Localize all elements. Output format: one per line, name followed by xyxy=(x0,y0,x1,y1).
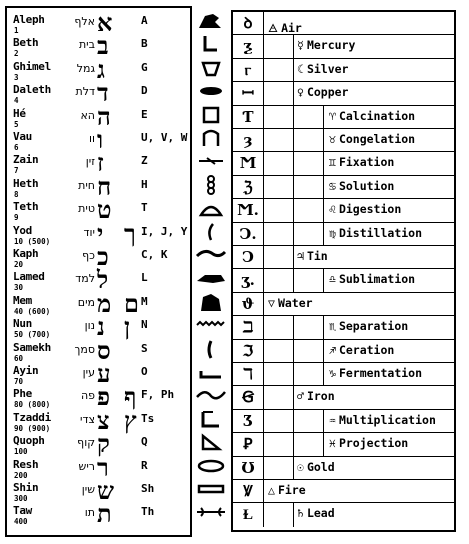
letter-glyph: ג xyxy=(97,54,105,84)
letter-name: Phe xyxy=(13,387,32,401)
symbol-label: Distillation xyxy=(338,225,423,240)
symbol-entry xyxy=(329,226,422,240)
letter-number: 400 xyxy=(14,517,28,527)
letter-name: Yod xyxy=(13,223,32,237)
letter-hebrew-word: יוד xyxy=(83,225,95,239)
alchemical-symbol-table xyxy=(231,10,456,532)
symbol-glyph: Ꞡ xyxy=(233,386,264,408)
letter-number: 80 (800) xyxy=(14,400,51,410)
letter-hebrew-word: עין xyxy=(82,366,95,379)
letter-final-form: ף xyxy=(124,382,137,412)
letter-number: 8 xyxy=(14,189,19,199)
column-divider xyxy=(323,269,324,291)
letter-hebrew-word: כף xyxy=(82,249,95,262)
symbol-glyph: Ↄ xyxy=(233,246,264,268)
square-icon xyxy=(193,104,229,126)
symbol-label: Tin xyxy=(306,249,328,263)
arm-icon xyxy=(193,221,229,243)
letter-glyph: ט xyxy=(97,195,112,225)
letter-glyph: ר xyxy=(97,452,109,482)
symbol-row xyxy=(233,199,454,222)
letter-name: Kaph xyxy=(13,247,39,260)
letter-name: Shin xyxy=(13,481,39,494)
column-divider xyxy=(323,340,324,362)
symbol-row xyxy=(233,316,454,339)
symbol-entry xyxy=(329,202,401,216)
owl-icon xyxy=(193,291,229,313)
symbol-row xyxy=(233,35,454,58)
letter-hebrew-word: קוף xyxy=(77,436,95,450)
column-divider xyxy=(293,316,294,338)
symbol-entry xyxy=(297,506,335,520)
alchemical-sign-icon: ♂ xyxy=(297,389,304,404)
letter-latin-equivalent: E xyxy=(141,107,148,121)
column-divider xyxy=(293,433,294,455)
letter-name: Aleph xyxy=(13,13,45,26)
symbol-glyph: ʒ. xyxy=(233,269,264,291)
column-divider xyxy=(323,129,324,151)
symbol-glyph: ℶ xyxy=(233,316,264,338)
symbol-glyph: ℸ xyxy=(233,363,264,385)
letter-glyph: פ xyxy=(97,382,111,412)
oval-icon xyxy=(193,455,229,477)
alchemical-sign-icon: ♏ xyxy=(329,319,336,334)
symbol-label: Separation xyxy=(338,319,409,334)
tongs-icon xyxy=(193,501,229,523)
letter-latin-equivalent: S xyxy=(141,341,148,355)
letter-number: 3 xyxy=(14,72,19,82)
symbol-label: Congelation xyxy=(338,132,416,146)
letter-hebrew-word: פה xyxy=(80,389,95,403)
letter-final-form: ץ xyxy=(124,405,137,435)
symbol-row xyxy=(233,269,454,292)
letter-number: 6 xyxy=(14,143,19,152)
symbol-row xyxy=(233,106,454,129)
letter-glyph: ת xyxy=(97,499,112,529)
column-divider xyxy=(293,152,294,174)
symbol-glyph: ⲅ xyxy=(233,59,264,81)
letter-glyph: ס xyxy=(97,335,111,365)
alchemical-sign-icon: ♉ xyxy=(329,132,336,146)
symbol-entry xyxy=(297,38,355,52)
symbol-row xyxy=(233,503,454,526)
stairs-icon xyxy=(193,408,229,430)
column-divider xyxy=(293,246,294,268)
triangle-icon xyxy=(193,431,229,453)
letter-glyph: ו xyxy=(97,125,104,154)
letter-final-form: ן xyxy=(124,312,131,342)
symbol-entry xyxy=(297,62,348,76)
symbol-glyph: Ϻ xyxy=(233,152,264,174)
symbol-row xyxy=(233,410,454,433)
basket-icon xyxy=(193,57,229,79)
hook-icon xyxy=(193,33,229,55)
column-divider xyxy=(323,176,324,198)
letter-glyph: י xyxy=(97,218,104,248)
letter-number: 100 xyxy=(14,447,28,457)
symbol-glyph: Ɫ xyxy=(233,503,264,526)
column-divider xyxy=(293,410,294,432)
symbol-row xyxy=(233,457,454,480)
column-divider xyxy=(293,386,294,408)
symbol-entry xyxy=(329,366,422,380)
alchemical-sign-icon: ♄ xyxy=(297,506,304,521)
arch-icon xyxy=(193,127,229,149)
letter-number: 30 xyxy=(14,283,24,293)
letter-number: 40 (600) xyxy=(14,306,51,316)
symbol-glyph: Ↄ. xyxy=(233,223,264,245)
column-divider xyxy=(323,199,324,221)
symbol-row xyxy=(233,480,454,503)
letter-name: Ayin xyxy=(13,364,39,377)
symbol-glyph: ϑ xyxy=(233,293,264,315)
lion-icon xyxy=(193,267,229,289)
symbol-entry xyxy=(329,272,415,286)
symbol-row xyxy=(233,223,454,246)
symbol-entry xyxy=(329,436,408,450)
letter-glyph: נ xyxy=(97,312,105,342)
symbol-label: Gold xyxy=(306,459,335,474)
serpent-icon xyxy=(193,244,229,266)
letter-name: Nun xyxy=(13,317,32,331)
letter-hebrew-word: נון xyxy=(84,319,95,333)
symbol-entry xyxy=(329,179,394,193)
symbol-label: Iron xyxy=(306,389,335,404)
symbol-glyph: ꝺ xyxy=(233,12,264,34)
letter-hebrew-word: הא xyxy=(80,108,95,122)
letter-number: 9 xyxy=(14,213,19,223)
symbol-glyph: ꟷ xyxy=(233,82,264,104)
column-divider xyxy=(293,59,294,81)
letter-hebrew-word: גמל xyxy=(76,61,95,75)
letter-number: 90 (900) xyxy=(14,423,51,433)
symbol-entry xyxy=(329,413,436,427)
letter-hebrew-word: זין xyxy=(85,155,95,169)
symbol-row xyxy=(233,246,454,269)
letter-latin-equivalent: Q xyxy=(141,435,148,449)
twist-icon xyxy=(193,174,229,196)
hieroglyph-column xyxy=(193,10,229,534)
letter-latin-equivalent: O xyxy=(141,365,148,378)
letter-glyph: ח xyxy=(97,171,112,201)
letter-latin-equivalent: B xyxy=(141,37,148,51)
letter-hebrew-word: וו xyxy=(89,132,95,145)
letter-name: Tzaddi xyxy=(13,410,51,424)
letter-glyph: ל xyxy=(97,265,109,295)
letter-name: Resh xyxy=(13,457,39,471)
symbol-row xyxy=(233,386,454,409)
column-divider xyxy=(323,223,324,245)
letter-number: 7 xyxy=(14,166,19,176)
letter-hebrew-word: סמך xyxy=(74,342,95,356)
letter-hebrew-word: דלת xyxy=(75,85,95,99)
alchemical-sign-icon: ♌ xyxy=(329,202,336,217)
symbol-label: Calcination xyxy=(338,108,416,123)
symbol-label: Projection xyxy=(338,436,409,451)
reed-icon xyxy=(193,338,229,360)
symbol-entry xyxy=(268,296,313,310)
letter-glyph: ב xyxy=(97,31,109,61)
letter-number: 70 xyxy=(14,377,24,386)
symbol-label: Multiplication xyxy=(338,412,436,427)
letter-name: Zain xyxy=(13,153,39,167)
symbol-entry xyxy=(297,460,335,474)
semicircle-icon xyxy=(193,197,229,219)
symbol-row xyxy=(233,12,454,35)
alchemical-sign-icon: ☾ xyxy=(297,61,304,76)
column-divider xyxy=(293,457,294,479)
letter-latin-equivalent: C, K xyxy=(141,248,168,261)
symbol-row xyxy=(233,340,454,363)
symbol-label: Fire xyxy=(277,483,306,497)
symbol-glyph: Ϻ. xyxy=(233,199,264,221)
alchemical-sign-icon: ♐ xyxy=(329,342,336,357)
symbol-glyph: Ʒ xyxy=(233,410,264,432)
symbol-glyph: Ꝑ xyxy=(233,433,264,455)
letter-glyph: ש xyxy=(97,476,114,505)
seat-icon xyxy=(193,361,229,383)
symbol-row xyxy=(233,59,454,82)
column-divider xyxy=(293,269,294,291)
mouth-icon xyxy=(193,80,229,102)
letter-hebrew-word: תו xyxy=(84,506,95,520)
symbol-label: Fixation xyxy=(338,155,395,170)
symbol-label: Lead xyxy=(306,506,335,521)
symbol-row xyxy=(233,363,454,386)
symbol-entry xyxy=(297,389,335,403)
symbol-glyph: ℑ xyxy=(233,340,264,362)
column-divider xyxy=(323,363,324,385)
symbol-entry xyxy=(268,483,306,497)
letter-number: 4 xyxy=(14,96,19,106)
letter-number: 2 xyxy=(14,49,19,59)
alchemical-sign-icon: ♓ xyxy=(329,436,336,451)
letter-glyph: ד xyxy=(97,78,109,108)
symbol-label: Solution xyxy=(338,178,395,193)
column-divider xyxy=(293,199,294,221)
letter-number: 200 xyxy=(14,470,28,480)
letter-name: Daleth xyxy=(13,83,51,97)
column-divider xyxy=(293,129,294,151)
letter-hebrew-word: שין xyxy=(81,483,95,496)
letter-latin-equivalent: Th xyxy=(141,505,155,519)
letter-hebrew-word: טית xyxy=(78,202,95,216)
letter-latin-equivalent: Sh xyxy=(141,482,155,495)
symbol-glyph: Ʊ xyxy=(233,457,264,479)
letter-hebrew-word: צדי xyxy=(80,412,95,426)
hebrew-alphabet-panel xyxy=(5,6,192,537)
column-divider xyxy=(293,223,294,245)
letter-latin-equivalent: G xyxy=(141,60,148,74)
letter-latin-equivalent: Ts xyxy=(141,411,155,425)
column-divider xyxy=(323,106,324,128)
letter-name: Mem xyxy=(13,293,32,307)
symbol-glyph: ƺ xyxy=(233,35,264,57)
letter-latin-equivalent: F, Ph xyxy=(141,388,175,402)
symbol-glyph: ℨ xyxy=(233,176,264,198)
alchemical-sign-icon: ▽ xyxy=(268,295,275,310)
symbol-row xyxy=(233,433,454,456)
letter-latin-equivalent: Z xyxy=(141,154,148,168)
letter-latin-equivalent: A xyxy=(141,14,148,27)
column-divider xyxy=(323,316,324,338)
alchemical-sign-icon: ♀ xyxy=(297,85,304,100)
column-divider xyxy=(323,152,324,174)
symbol-label: Fermentation xyxy=(338,366,423,380)
symbol-entry xyxy=(329,109,415,123)
symbol-label: Water xyxy=(277,295,313,310)
letter-final-form: ך xyxy=(124,218,136,248)
letter-latin-equivalent: N xyxy=(141,318,148,332)
letter-final-form: ם xyxy=(124,288,139,318)
letter-latin-equivalent: L xyxy=(141,271,148,285)
letter-hebrew-word: למד xyxy=(75,272,95,286)
letter-hebrew-word: אלף xyxy=(74,15,95,28)
bird-icon xyxy=(193,10,229,32)
symbol-label: Mercury xyxy=(306,38,356,53)
alchemical-sign-icon: ♃ xyxy=(297,249,304,263)
letter-glyph: ע xyxy=(97,359,111,388)
letter-glyph: ז xyxy=(97,148,104,178)
letter-hebrew-word: בית xyxy=(78,38,95,52)
alchemical-sign-icon: ♍ xyxy=(329,225,336,240)
letter-name: Samekh xyxy=(13,340,51,354)
alchemical-sign-icon: 🜁 xyxy=(268,21,279,35)
water-wave-icon xyxy=(193,314,229,336)
letter-number: 5 xyxy=(14,119,19,129)
letter-latin-equivalent: T xyxy=(141,201,148,215)
symbol-row xyxy=(233,293,454,316)
symbol-label: Air xyxy=(281,21,302,35)
letter-name: Teth xyxy=(13,200,39,214)
letter-name: Quoph xyxy=(13,434,45,448)
column-divider xyxy=(323,410,324,432)
symbol-entry xyxy=(297,249,328,263)
letter-name: Hé xyxy=(13,106,26,120)
letter-number: 50 (700) xyxy=(14,330,51,340)
letter-number: 20 xyxy=(14,260,24,269)
column-divider xyxy=(293,35,294,57)
letter-hebrew-word: חית xyxy=(78,178,95,192)
column-divider xyxy=(293,503,294,526)
letter-name: Ghimel xyxy=(13,59,51,73)
letter-glyph: מ xyxy=(97,288,112,318)
letter-latin-equivalent: D xyxy=(141,84,148,98)
symbol-label: Silver xyxy=(306,61,349,76)
letter-hebrew-word: מים xyxy=(77,295,95,309)
letter-name: Heth xyxy=(13,176,39,190)
column-divider xyxy=(293,363,294,385)
letter-row xyxy=(7,499,190,529)
letter-hebrew-word: ריש xyxy=(78,459,95,473)
column-divider xyxy=(293,340,294,362)
letter-number: 10 (500) xyxy=(14,236,51,246)
column-divider xyxy=(293,106,294,128)
letter-glyph: צ xyxy=(97,405,110,435)
letter-name: Taw xyxy=(13,504,32,518)
symbol-label: Sublimation xyxy=(338,272,416,287)
letter-latin-equivalent: H xyxy=(141,177,148,191)
letter-number: 60 xyxy=(14,353,24,363)
alchemical-sign-icon: △ xyxy=(268,483,275,497)
symbol-row xyxy=(233,176,454,199)
symbol-label: Digestion xyxy=(338,202,402,217)
alchemical-sign-icon: ♑ xyxy=(329,366,336,380)
letter-number: 300 xyxy=(14,494,28,503)
symbol-entry xyxy=(329,155,394,169)
symbol-label: Copper xyxy=(306,85,349,100)
symbol-entry xyxy=(329,343,394,357)
column-divider xyxy=(323,433,324,455)
letter-glyph: א xyxy=(97,8,113,37)
symbol-label: Ceration xyxy=(338,342,395,357)
alchemical-sign-icon: ♈ xyxy=(329,108,336,123)
letter-latin-equivalent: R xyxy=(141,458,148,472)
alchemical-sign-icon: ☿ xyxy=(297,38,304,53)
symbol-row xyxy=(233,82,454,105)
letter-latin-equivalent: M xyxy=(141,294,148,308)
alchemical-sign-icon: ♎ xyxy=(329,272,336,287)
symbol-row xyxy=(233,152,454,175)
letter-name: Vau xyxy=(13,130,32,143)
symbol-glyph: Ƭ xyxy=(233,106,264,128)
symbol-row xyxy=(233,129,454,152)
letter-name: Beth xyxy=(13,36,39,50)
alchemical-sign-icon: ♒ xyxy=(329,412,336,427)
letter-latin-equivalent: I, J, Y xyxy=(141,224,188,238)
loop-icon xyxy=(193,384,229,406)
horizontal-stroke-icon xyxy=(193,150,229,172)
letter-latin-equivalent: U, V, W xyxy=(141,131,188,144)
letter-number: 1 xyxy=(14,26,19,35)
rectangle-icon xyxy=(193,478,229,500)
column-divider xyxy=(293,176,294,198)
symbol-glyph: Ꝟ xyxy=(233,480,264,502)
letter-glyph: ה xyxy=(97,101,111,131)
letter-glyph: כ xyxy=(97,242,109,271)
symbol-entry xyxy=(329,132,415,146)
letter-name: Lamed xyxy=(13,270,45,284)
alchemical-sign-icon: ♊ xyxy=(329,155,336,170)
letter-glyph: ק xyxy=(97,429,110,459)
symbol-entry xyxy=(297,85,348,99)
alchemical-sign-icon: ♋ xyxy=(329,178,336,193)
column-divider xyxy=(293,82,294,104)
symbol-glyph: ȝ xyxy=(233,129,264,151)
alchemical-sign-icon: ☉ xyxy=(297,459,304,474)
symbol-entry xyxy=(329,319,408,333)
